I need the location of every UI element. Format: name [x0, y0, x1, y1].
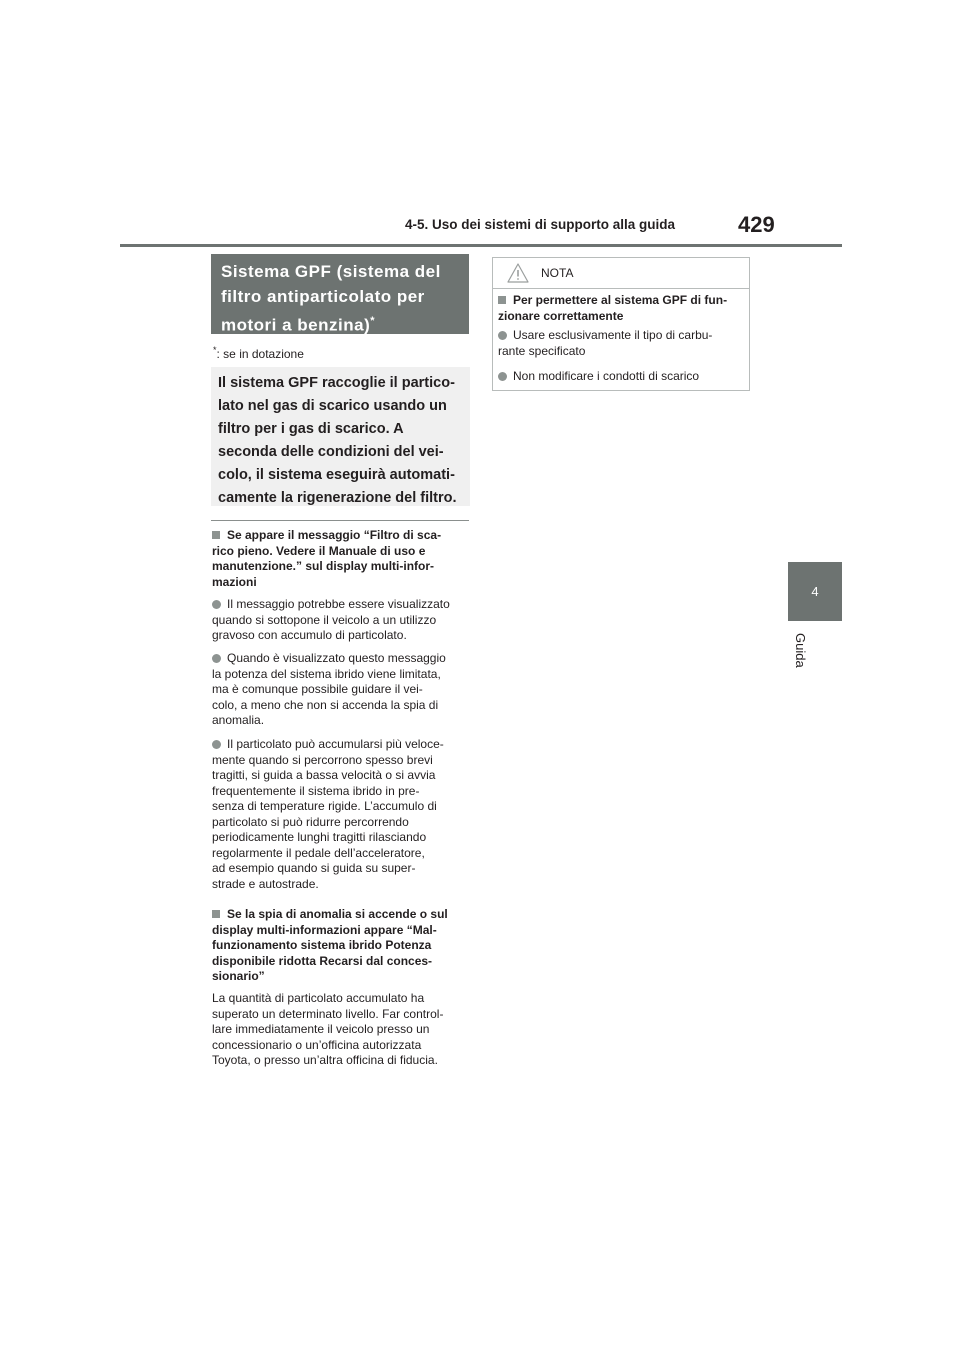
notice-heading-line: Per permettere al sistema GPF di fun- — [513, 293, 728, 307]
list-item-line: ad esempio quando si guida su super- — [212, 861, 416, 875]
subheading-malfunction — [212, 907, 485, 985]
bullet-dot-icon — [212, 600, 221, 609]
intro-line: Il sistema GPF raccoglie il partico- — [218, 375, 455, 391]
subheading-line: Se la spia di anomalia si accende o sul — [227, 907, 448, 921]
subheading-line: Se appare il messaggio “Filtro di sca- — [227, 528, 442, 542]
section-title — [211, 254, 469, 334]
list-item-line: la potenza del sistema ibrido viene limitata, — [212, 666, 441, 681]
notice-item-line: Usare esclusivamente il tipo di carbu- — [513, 328, 713, 342]
section-title-line: Sistema GPF (sistema del — [221, 262, 441, 281]
paragraph-line: Toyota, o presso un’altra officina di fiducia. — [212, 1053, 438, 1067]
intro-line: colo, il sistema eseguirà automati- — [218, 467, 455, 483]
subheading-line: sionario” — [212, 969, 265, 983]
bullet-dot-icon — [498, 331, 507, 340]
list-item-line: colo, a meno che non si accenda la spia di — [212, 697, 439, 712]
chapter-tab-number: 4 — [811, 584, 819, 599]
list-item-line: ma è comunque possibile guidare il vei- — [212, 682, 423, 696]
subheading-line: display multi-informazioni appare “Mal- — [212, 922, 437, 937]
list-item-line: senza di temperature rigide. L’accumulo di — [212, 799, 437, 813]
intro-line: camente la rigenerazione del filtro. — [218, 490, 457, 506]
column-divider — [211, 520, 469, 521]
notice-heading — [498, 293, 763, 324]
paragraph-line: La quantità di particolato accumulato ha — [212, 991, 425, 1005]
list-item-line: regolarmente il pedale dell’acceleratore, — [212, 845, 425, 860]
list-item-line: tragitti, si guida a bassa velocità o si avvia — [212, 768, 436, 782]
bullet-dot-icon — [498, 372, 507, 381]
bullet-dot-icon — [212, 740, 221, 749]
square-bullet-icon — [212, 910, 220, 918]
list-item-line: quando si sottopone il veicolo a un utilizzo — [212, 612, 437, 627]
square-bullet-icon — [498, 296, 506, 304]
notice-box — [492, 257, 750, 391]
subheading-line: rico pieno. Vedere il Manuale di uso e — [212, 543, 426, 558]
subheading-filter-full — [212, 528, 485, 590]
chapter-tab — [788, 562, 842, 621]
list-item-line: Il messaggio potrebbe essere visualizzato — [227, 597, 450, 611]
list-item-line: anomalia. — [212, 713, 265, 727]
subheading-line: disponibile ridotta Recarsi dal conces- — [212, 953, 433, 968]
subheading-line: mazioni — [212, 574, 257, 589]
square-bullet-icon — [212, 531, 220, 539]
list-item — [212, 737, 485, 892]
list-item-line: particolato si può ridurre percorrendo — [212, 814, 409, 829]
intro-line: seconda delle condizioni del vei- — [218, 444, 444, 460]
section-breadcrumb: 4-5. Uso dei sistemi di supporto alla guida — [405, 217, 676, 232]
list-item-line: strade e autostrade. — [212, 876, 319, 891]
list-item — [212, 597, 485, 644]
bullet-dot-icon — [212, 654, 221, 663]
list-item-line: Il particolato può accumularsi più veloce- — [227, 737, 444, 751]
header-divider — [120, 244, 842, 247]
footnote-text: : se in dotazione — [216, 347, 304, 361]
list-item-line: frequentemente il sistema ibrido in pre- — [212, 783, 420, 798]
section-title-line: motori a benzina) — [221, 315, 371, 335]
list-item-line: gravoso con accumulo di particolato. — [212, 628, 407, 642]
chapter-tab-label: Guida — [793, 633, 808, 668]
warning-triangle-icon — [507, 263, 529, 283]
intro-summary — [211, 367, 470, 506]
body-paragraph — [212, 991, 470, 1069]
list-item-line: Quando è visualizzato questo messaggio — [227, 651, 446, 665]
notice-header — [493, 258, 749, 289]
list-item-line: mente quando si percorrono spesso brevi — [212, 752, 433, 767]
footnote — [213, 345, 304, 361]
page-number: 429 — [738, 212, 775, 237]
subheading-line: manutenzione.” sul display multi-infor- — [212, 559, 435, 573]
paragraph-line: superato un determinato livello. Far control- — [212, 1006, 444, 1021]
notice-item — [498, 369, 763, 385]
footnote-marker: * — [213, 345, 217, 355]
paragraph-line: lare immediatamente il veicolo presso un — [212, 1022, 430, 1036]
section-title-line: filtro antiparticolato per — [221, 287, 425, 306]
notice-heading-line: zionare correttamente — [498, 308, 624, 323]
paragraph-line: concessionario o un’officina autorizzata — [212, 1037, 422, 1052]
list-item — [212, 651, 485, 729]
subheading-line: funzionamento sistema ibrido Potenza — [212, 938, 432, 952]
notice-item — [498, 328, 763, 359]
list-item-line: periodicamente lunghi tragitti rilasciando — [212, 830, 427, 844]
notice-title: NOTA — [541, 266, 574, 280]
notice-item-line: rante specificato — [498, 343, 586, 358]
intro-line: lato nel gas di scarico usando un — [218, 398, 447, 414]
intro-line: filtro per i gas di scarico. A — [218, 421, 404, 437]
footnote-marker: * — [370, 315, 376, 327]
notice-item-line: Non modificare i condotti di scarico — [513, 369, 700, 383]
